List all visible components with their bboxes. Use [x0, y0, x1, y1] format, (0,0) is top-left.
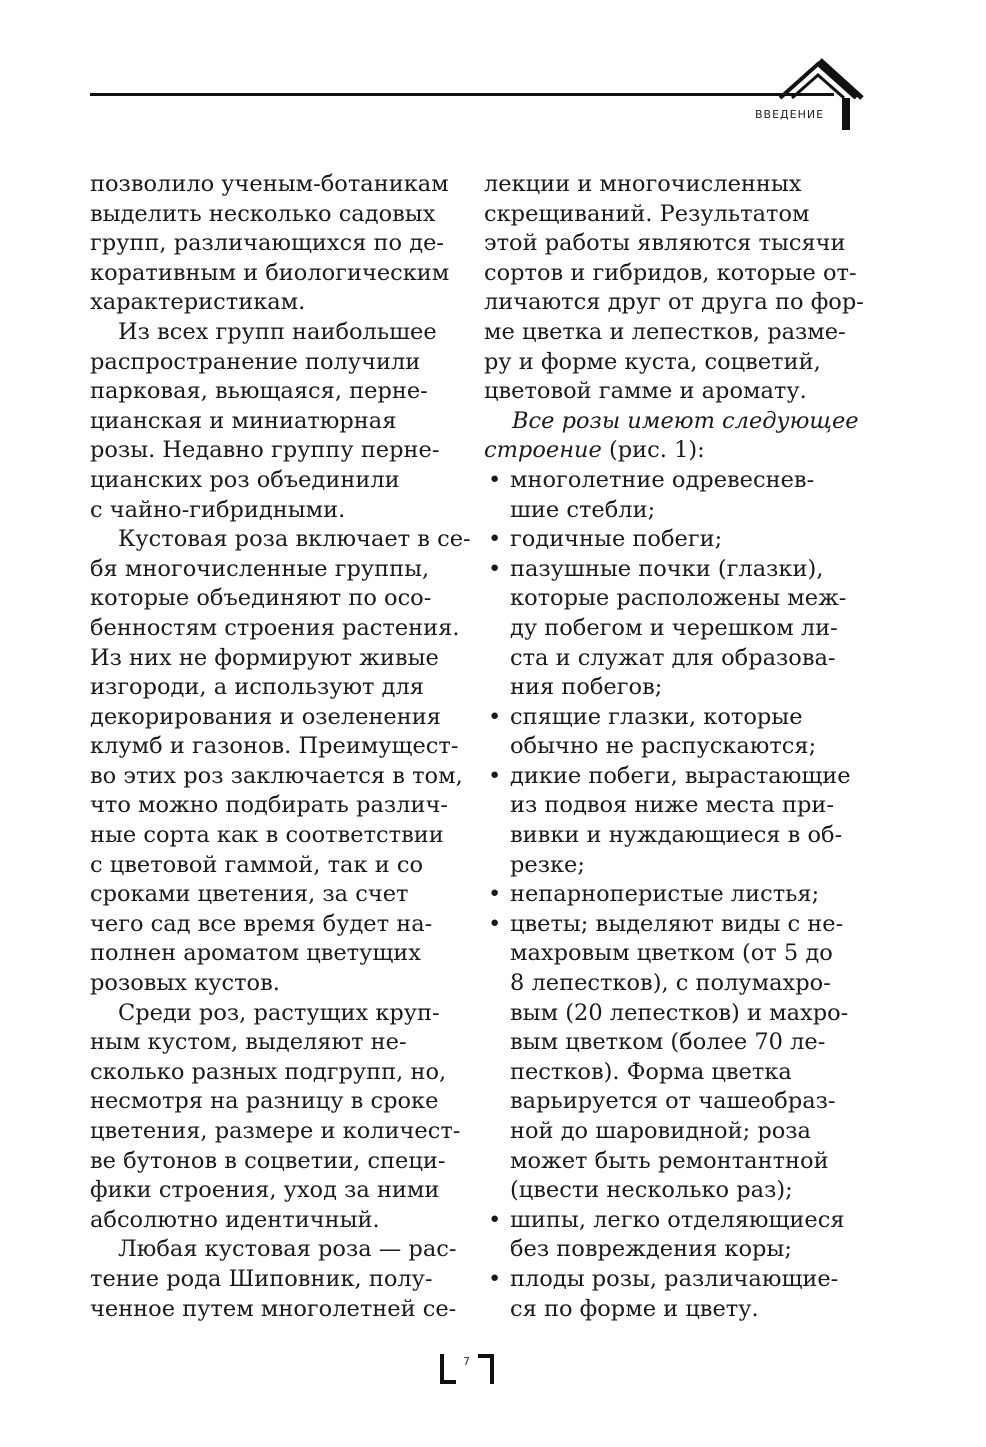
- right-column: [484, 170, 864, 1324]
- text-line: цианских роз объединили: [90, 466, 400, 493]
- bullet-item-continuation: ста и служат для образова-: [510, 644, 836, 671]
- text-line: розы. Недавно группу перне-: [90, 437, 440, 464]
- text-line: групп, различающихся по де-: [90, 230, 445, 257]
- bullet-item: • цветы; выделяют виды с не-: [484, 910, 858, 940]
- bullet-item-continuation: вым (20 лепестков) и махро-: [510, 999, 849, 1026]
- text-line: которые объединяют по осо-: [90, 585, 432, 612]
- bullet-item-continuation: 8 лепестков), с полумахро-: [510, 970, 831, 997]
- text-line: Из них не формируют живые: [90, 644, 439, 671]
- text-line: сроками цветения, за счет: [90, 881, 409, 908]
- text-line: цианская и миниатюрная: [90, 407, 397, 434]
- text-line: фики строения, уход за ними: [90, 1177, 440, 1204]
- bullet-list: [484, 466, 858, 1324]
- text-line: лекции и многочисленных: [484, 171, 802, 197]
- bullet-item: • пазушные почки (глазки),: [484, 555, 858, 585]
- bullet-item-continuation: которые расположены меж-: [510, 585, 847, 612]
- bullet-item-continuation: может быть ремонтантной: [510, 1147, 829, 1174]
- folio-mark: [440, 1352, 500, 1386]
- text-line: скрещиваний. Результатом: [484, 200, 810, 227]
- text-line: абсолютно идентичный.: [90, 1206, 380, 1233]
- text-line: ве бутонов в соцветии, специ-: [90, 1147, 446, 1174]
- text-line: бя многочисленные группы,: [90, 555, 430, 582]
- bullet-item-continuation: вивки и нуждающиеся в об-: [510, 822, 843, 849]
- text-line: этой работы являются тысячи: [484, 230, 846, 257]
- text-line: Кустовая роза включает в се-: [118, 526, 471, 553]
- text-line: ченное путем многолетней се-: [90, 1295, 457, 1322]
- text-line: полнен ароматом цветущих: [90, 940, 421, 967]
- text-line: личаются друг от друга по фор-: [484, 289, 864, 316]
- bullet-item-continuation: пестков). Форма цветка: [510, 1058, 792, 1085]
- lead-paragraph-line-2: [484, 436, 858, 466]
- text-line: ме цветка и лепестков, разме-: [484, 318, 846, 345]
- text-line: цветовой гамме и аромату.: [484, 378, 807, 405]
- text-line: коративным и биологическим: [90, 259, 450, 286]
- bullet-item-continuation: без повреждения коры;: [510, 1236, 792, 1263]
- bullet-item: • дикие побеги, вырастающие: [484, 762, 858, 792]
- lead-italic-line-1: Все розы имеют следующее: [512, 407, 859, 434]
- text-line: несмотря на разницу в сроке: [90, 1088, 439, 1115]
- text-line: с цветовой гаммой, так и со: [90, 851, 423, 878]
- section-label: ВВЕДЕНИЕ: [755, 108, 825, 121]
- bullet-item: • спящие глазки, которые: [484, 703, 858, 733]
- text-line: позволило ученым-ботаникам: [90, 171, 449, 197]
- bullet-item-continuation: варьируется от чашеобраз-: [510, 1088, 836, 1115]
- header-rule: [90, 93, 834, 96]
- bullet-item-continuation: из подвоя ниже места при-: [510, 792, 834, 819]
- text-line: парковая, вьющаяся, перне-: [90, 378, 428, 405]
- bullet-item-continuation: ду побегом и черешком ли-: [510, 614, 838, 641]
- bullet-item-continuation: ния побегов;: [510, 674, 663, 701]
- text-line: тение рода Шиповник, полу-: [90, 1265, 433, 1292]
- text-line: цветения, размере и количест-: [90, 1118, 461, 1144]
- lead-italic-line-2: строение: [484, 437, 602, 464]
- bullet-item-continuation: ной до шаровидной; роза: [510, 1118, 811, 1144]
- text-line: изгороди, а используют для: [90, 674, 424, 701]
- bullet-item-continuation: вым цветком (более 70 ле-: [510, 1029, 826, 1056]
- text-line: во этих роз заключается в том,: [90, 762, 463, 789]
- text-line: выделить несколько садовых: [90, 200, 436, 227]
- bullet-item: • шипы, легко отделяющиеся: [484, 1206, 858, 1236]
- bullet-item-continuation: обычно не распускаются;: [510, 733, 817, 760]
- bullet-item-continuation: махровым цветком (от 5 до: [510, 940, 833, 967]
- text-line: клумб и газонов. Преимущест-: [90, 733, 459, 760]
- text-line: ным кустом, выделяют не-: [90, 1029, 407, 1056]
- text-line: чего сад все время будет на-: [90, 910, 433, 937]
- text-line: декорирования и озеленения: [90, 703, 441, 730]
- text-line: с чайно-гибридными.: [90, 496, 346, 523]
- bullet-item-continuation: резке;: [510, 851, 585, 878]
- text-line: ру и форме куста, соцветий,: [484, 348, 821, 375]
- text-line: Из всех групп наибольшее: [118, 318, 437, 345]
- text-line: розовых кустов.: [90, 970, 280, 997]
- lead-tail: (рис. 1):: [601, 437, 705, 464]
- bullet-item: • непарноперистые листья;: [484, 880, 858, 910]
- text-line: ные сорта как в соответствии: [90, 822, 444, 849]
- bullet-item: • плоды розы, различающие-: [484, 1265, 858, 1295]
- bullet-item-continuation: (цвести несколько раз);: [510, 1177, 793, 1204]
- bullet-item-continuation: шие стебли;: [510, 496, 656, 523]
- text-line: Любая кустовая роза — рас-: [118, 1236, 457, 1263]
- text-line: распространение получили: [90, 348, 421, 375]
- text-line: Среди роз, растущих круп-: [118, 999, 440, 1026]
- left-column: [90, 170, 471, 1324]
- text-line: бенностям строения растения.: [90, 614, 460, 641]
- text-line: что можно подбирать различ-: [90, 792, 448, 819]
- text-line: характеристикам.: [90, 289, 306, 316]
- bullet-item-continuation: ся по форме и цвету.: [510, 1295, 759, 1322]
- right-intro: [484, 170, 864, 407]
- text-line: сортов и гибридов, которые от-: [484, 259, 857, 286]
- bullet-item: • годичные побеги;: [484, 525, 858, 555]
- lead-paragraph: [484, 407, 858, 437]
- page-number: 7: [463, 1355, 470, 1368]
- text-line: сколько разных подгрупп, но,: [90, 1058, 447, 1085]
- bullet-item: • многолетние одревеснев-: [484, 466, 858, 496]
